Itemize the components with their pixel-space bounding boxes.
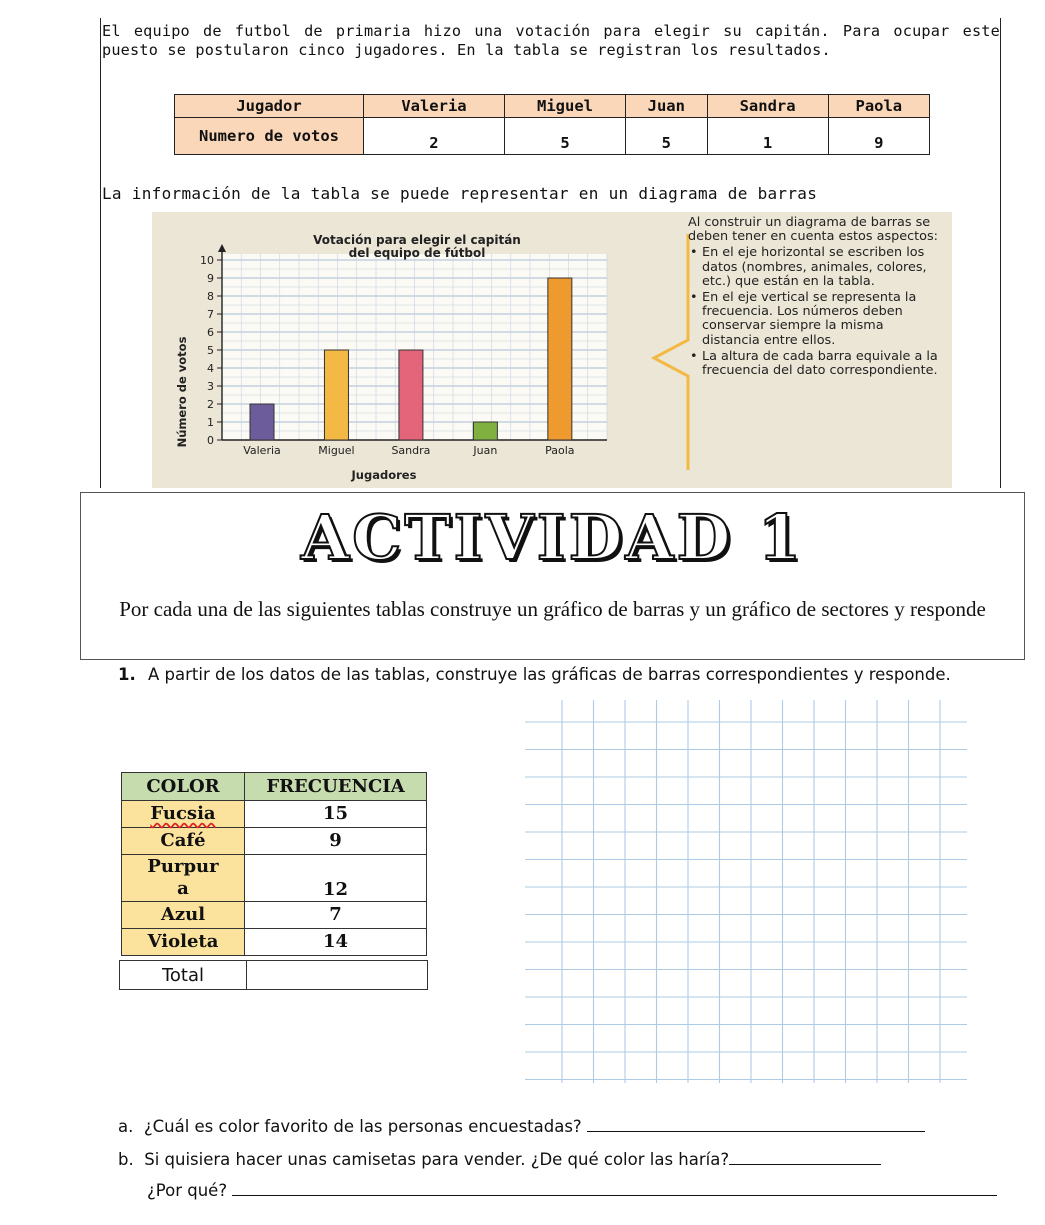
- aspects-title: Al construir un diagrama de barras se deben tener en cuenta estos aspectos:: [688, 215, 938, 245]
- vote-count: 5: [626, 118, 707, 155]
- chart-tick-label: 5: [207, 344, 214, 357]
- votes-header-label: Jugador: [175, 95, 364, 118]
- chart-xlabel: Jugadores: [351, 468, 417, 482]
- question-letter: a.: [118, 1117, 134, 1136]
- chart-category-label: Miguel: [318, 444, 355, 457]
- aspects-box: [688, 216, 938, 380]
- votes-table: [174, 94, 930, 155]
- color-cell: Fucsia: [150, 803, 216, 824]
- activity-instruction: Por cada una de las siguientes tablas construye un gráfico de barras y un gráfico de sectores y responde: [119, 597, 986, 621]
- bar-chart: [152, 212, 622, 488]
- activity-title: ACTIVIDAD 1: [300, 501, 805, 574]
- color-frequency-table: [121, 772, 427, 956]
- chart-ylabel: Número de votos: [175, 336, 189, 448]
- table-row: [122, 828, 427, 855]
- right-border: [1000, 18, 1001, 488]
- player-name: Miguel: [504, 95, 625, 118]
- chart-tick-label: 3: [207, 380, 214, 393]
- chart-bar: [250, 404, 274, 440]
- frequency-cell: 12: [245, 855, 427, 902]
- vote-count: 1: [707, 118, 828, 155]
- info-line: La información de la tabla se puede representar en un diagrama de barras: [102, 184, 818, 203]
- drawing-grid[interactable]: [525, 700, 975, 1085]
- question-text: A partir de los datos de las tablas, construye las gráficas de barras correspondientes y responde.: [148, 665, 951, 684]
- chart-tick-label: 1: [207, 416, 214, 429]
- chart-tick-label: 6: [207, 326, 214, 339]
- textbook-figure: [152, 212, 952, 488]
- left-border: [100, 18, 101, 488]
- player-name: Sandra: [707, 95, 828, 118]
- player-name: Paola: [828, 95, 929, 118]
- color-cell: Café: [122, 828, 245, 855]
- question-number: 1.: [118, 665, 136, 684]
- chart-axis-arrow: [218, 244, 226, 252]
- table-row: [122, 902, 427, 929]
- chart-tick-label: 4: [207, 362, 214, 375]
- chart-tick-label: 0: [207, 434, 214, 447]
- color-cell: Violeta: [122, 929, 245, 956]
- frequency-cell: 15: [245, 801, 427, 828]
- question-1: [118, 665, 1028, 685]
- total-table: [119, 960, 428, 990]
- table-row: [122, 801, 427, 828]
- chart-bar: [324, 350, 348, 440]
- color-cell-line: Purpur: [147, 856, 219, 877]
- chart-title: del equipo de fútbol: [348, 246, 486, 260]
- activity-box: [80, 492, 1025, 660]
- chart-category-label: Valeria: [243, 444, 281, 457]
- chart-tick-label: 2: [207, 398, 214, 411]
- vote-count: 5: [504, 118, 625, 155]
- table-row: [122, 855, 427, 902]
- total-input[interactable]: [247, 961, 428, 990]
- question-b-followup: [147, 1179, 997, 1200]
- callout-bracket: [622, 232, 692, 472]
- color-cell: [122, 855, 245, 902]
- question-text: ¿Por qué?: [147, 1181, 228, 1200]
- column-header: COLOR: [122, 773, 245, 801]
- frequency-cell: 7: [245, 902, 427, 929]
- chart-bar: [473, 422, 497, 440]
- table-row: [122, 929, 427, 956]
- vote-count: 2: [364, 118, 505, 155]
- question-b: [118, 1148, 881, 1169]
- column-header: FRECUENCIA: [245, 773, 427, 801]
- chart-bar: [548, 278, 572, 440]
- question-text: ¿Cuál es color favorito de las personas encuestadas?: [143, 1117, 582, 1136]
- chart-category-label: Sandra: [391, 444, 431, 457]
- chart-category-label: Paola: [545, 444, 575, 457]
- votes-row-label: Numero de votos: [175, 118, 364, 155]
- chart-tick-label: 10: [200, 254, 214, 267]
- question-a: [118, 1115, 925, 1136]
- question-text: Si quisiera hacer unas camisetas para vender. ¿De qué color las haría?: [144, 1150, 730, 1169]
- answer-line[interactable]: [232, 1179, 997, 1196]
- player-name: Valeria: [364, 95, 505, 118]
- color-cell: Azul: [122, 902, 245, 929]
- chart-title: Votación para elegir el capitán: [313, 233, 521, 247]
- chart-tick-label: 9: [207, 272, 214, 285]
- intro-paragraph: El equipo de futbol de primaria hizo una votación para elegir su capitán. Para ocupar este puesto se postularon cinco jugadores. En la tabla se registran los resultados.: [102, 22, 1000, 59]
- vote-count: 9: [828, 118, 929, 155]
- question-letter: b.: [118, 1150, 134, 1169]
- answer-line[interactable]: [587, 1115, 925, 1132]
- aspect-item: • En el eje vertical se representa la frecuencia. Los números deben conservar siempre la misma distancia entre ellos.: [702, 291, 938, 348]
- chart-category-label: Juan: [473, 444, 498, 457]
- aspect-item: • En el eje horizontal se escriben los datos (nombres, animales, colores, etc.) que están en la tabla.: [702, 246, 938, 289]
- frequency-cell: 9: [245, 828, 427, 855]
- color-cell-line: a: [177, 878, 189, 899]
- aspect-item: • La altura de cada barra equivale a la frecuencia del dato correspondiente.: [702, 350, 938, 378]
- player-name: Juan: [626, 95, 707, 118]
- frequency-cell: 14: [245, 929, 427, 956]
- answer-line[interactable]: [729, 1148, 881, 1165]
- chart-bar: [399, 350, 423, 440]
- chart-tick-label: 7: [207, 308, 214, 321]
- chart-tick-label: 8: [207, 290, 214, 303]
- total-label: Total: [120, 961, 247, 990]
